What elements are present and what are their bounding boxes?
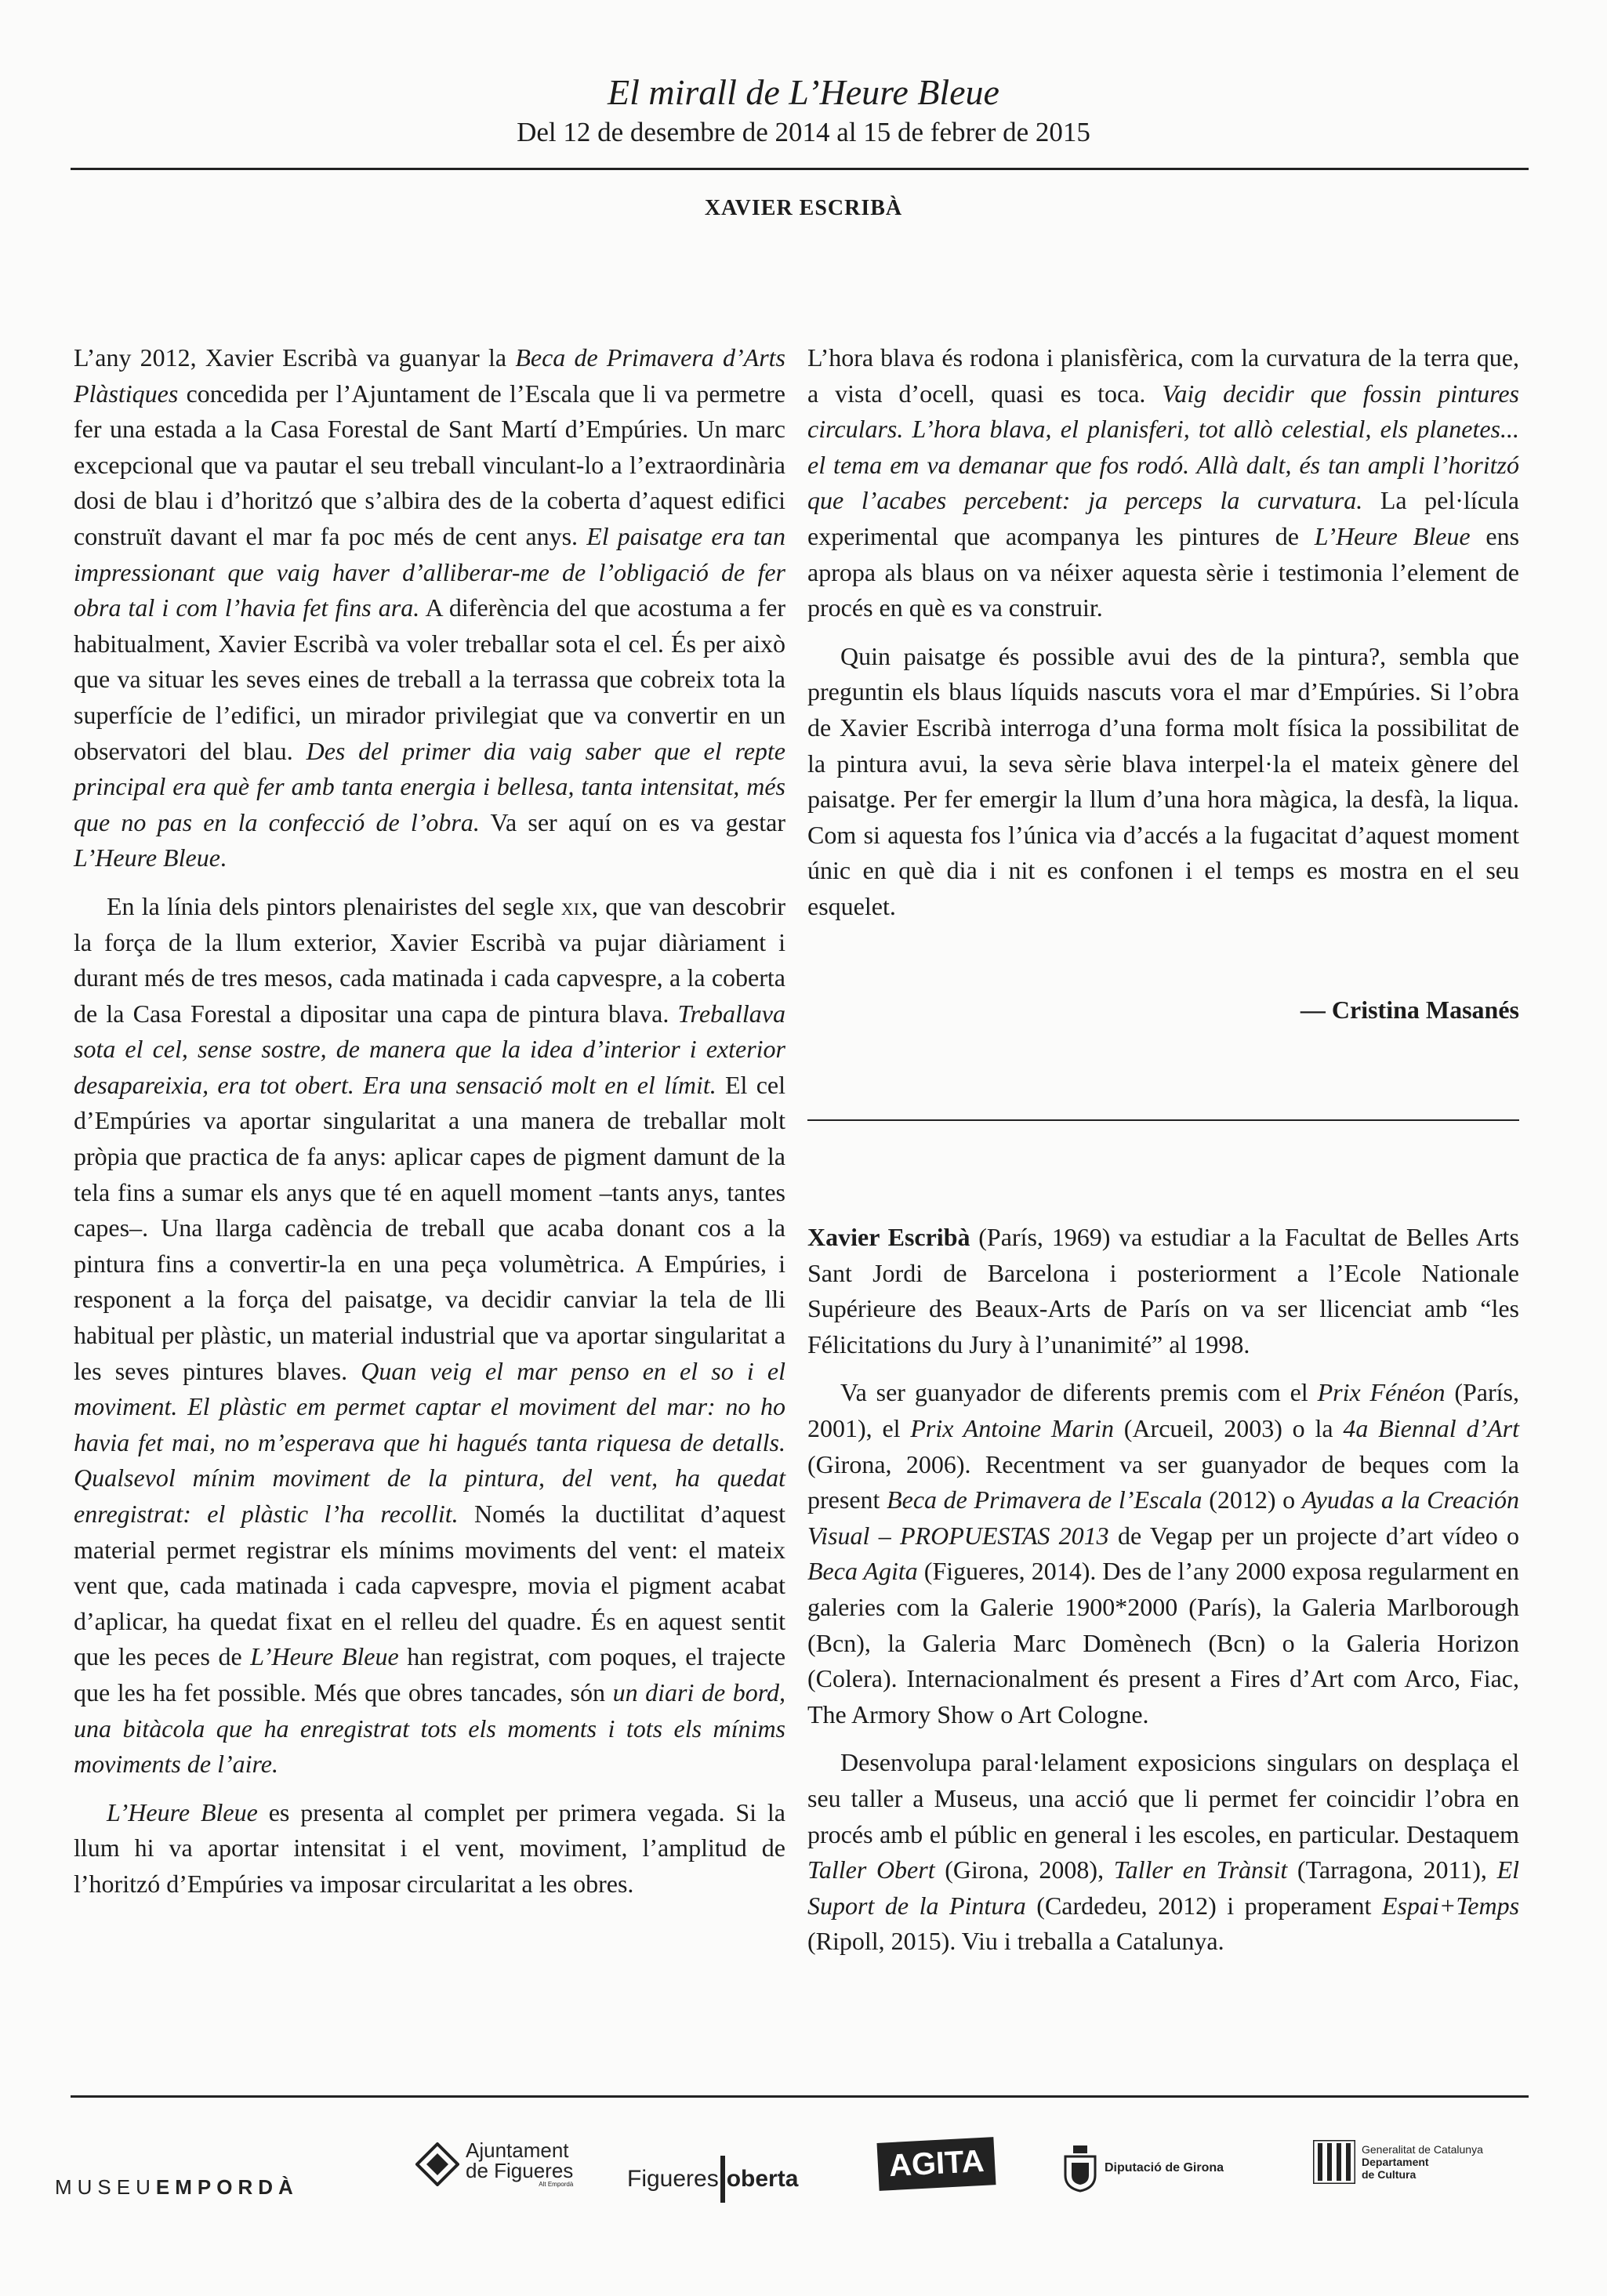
museu-emporda-logo: MUSEU EMPORDÀ bbox=[55, 2175, 299, 2199]
text-run: Des del primer dia vaig saber que el repte principal era què fer amb tanta energia i bellesa, tanta intensitat, més que no pas en la confecció de l’obra. bbox=[74, 736, 785, 836]
text-run: (Tarragona, 2011), bbox=[1287, 1855, 1497, 1884]
text-run: Taller Obert bbox=[807, 1855, 935, 1884]
text-run: (París, 1969) va estudiar a la Facultat de Belles Arts Sant Jordi de Barcelona i posteriorment a l’Ecole Nationale Supérieure des Beaux-Arts de París on va ser llicenciat amb “les Félicitations du Jury à l’unanimité” al 1998. bbox=[807, 1223, 1520, 1358]
ajuntament-emblem-icon bbox=[415, 2142, 459, 2186]
page-header bbox=[0, 71, 1607, 151]
text-run: L’any 2012, Xavier Escribà va guanyar la bbox=[74, 343, 516, 372]
text-run: es presenta al complet per primera vegada. Si la llum hi va aportar intensitat i el vent, moviment, l’amplitud de l’horitzó d’Empúries va imposar circularitat a les obres. bbox=[74, 1797, 786, 1898]
header-rule bbox=[71, 168, 1529, 170]
essay-column-right bbox=[807, 340, 1519, 938]
bio-paragraph-2 bbox=[807, 1375, 1519, 1732]
text-run: de Vegap per un projecte d’art vídeo o bbox=[1108, 1521, 1520, 1550]
footer-rule bbox=[71, 2095, 1529, 2098]
text-run: , que van descobrir la força de la llum exterior, Xavier Escribà va pujar diàriament i durant més de tres mesos, cada matinada i cada capvespre, a la coberta de la Casa Forestal a dipositar una capa de pintura blava. bbox=[74, 891, 785, 1028]
text-run: (Girona, 2006). Recentment va ser guanyador de beques com la present bbox=[807, 1449, 1519, 1514]
text-run: L’Heure Bleue bbox=[1314, 521, 1471, 550]
bio-paragraph-3 bbox=[807, 1745, 1519, 1960]
text-run: El paisatge era tan impressionant que vaig haver d’alliberar-me de l’obligació de fer obra tal i com l’havia fet fins ara. bbox=[74, 521, 786, 622]
figueres-oberta-logo: Figueres oberta bbox=[627, 2156, 798, 2203]
text-run: Prix Antoine Marin bbox=[910, 1413, 1114, 1442]
text-run: Prix Fénéon bbox=[1317, 1378, 1446, 1407]
text-run: Vaig decidir que fossin pintures circulars. L’hora blava, el planisferi, tot allò celestial, els planetes... el tema em va demanar que fos rodó. Allà dalt, és tan ampli l’horitzó que l’acabes percebent: ja perceps la curvatura. bbox=[807, 379, 1520, 515]
ajuntament-figueres-logo: Ajuntament de Figueres Alt Empordà bbox=[415, 2140, 573, 2189]
text-run: Beca Agita bbox=[807, 1557, 918, 1586]
artist-bio bbox=[807, 1220, 1519, 1972]
text-run: Desenvolupa paral·lelament exposicions singulars on desplaça el seu taller a Museus, una acció que li permet fer coincidir l’obra en procés amb el públic en general i les escoles, en particular. Destaquem bbox=[807, 1748, 1519, 1848]
section-divider bbox=[807, 1119, 1519, 1121]
sponsor-logos bbox=[47, 2116, 1560, 2234]
essay-paragraph-2 bbox=[74, 889, 785, 1783]
text-run: (Cardedeu, 2012) i properament bbox=[1025, 1891, 1382, 1920]
text-run: Treballava sota el cel, sense sostre, de manera que la idea d’interior i exterior desapareixia, era tot obert. Era una sensació molt en el límit. bbox=[74, 999, 785, 1099]
essay-paragraph-3 bbox=[74, 1795, 785, 1902]
text-run: Espai+Temps bbox=[1381, 1891, 1520, 1920]
text-run: Només la ductilitat d’aquest material permet registrar els mínims moviments del vent: el mateix vent que, cada matinada i cada capvespre, movia el pigment acabat d’aplicar, ha quedat fixat en el relleu del quadre. És en aquest sentit que les peces de bbox=[74, 1500, 786, 1671]
generalitat-stripes-icon bbox=[1313, 2140, 1355, 2184]
text-run: . bbox=[219, 843, 227, 872]
text-run: ens apropa als blaus on va néixer aquesta sèrie i testimonia l’element de procés en què es va construir. bbox=[807, 521, 1520, 622]
text-run: Quan veig el mar penso en el so i el moviment. El plàstic em permet captar el moviment del mar: no ho havia fet mai, no m’esperava que hi hagués tanta riquesa de detalls. Qualsevol mínim moviment de la pintura, del vent, ha quedat enregistrat: el plàstic l’ha recollit. bbox=[74, 1356, 786, 1528]
exhibition-title: El mirall de L’Heure Bleue bbox=[608, 72, 999, 112]
bio-paragraph-1 bbox=[807, 1220, 1519, 1362]
text-run: L’hora blava és rodona i planisfèrica, com la curvatura de la terra que, a vista d’ocell, quasi es toca. bbox=[807, 343, 1519, 408]
text-run: Beca de Primavera de l’Escala bbox=[887, 1485, 1203, 1514]
text-run: concedida per l’Ajuntament de l’Escala que li va permetre fer una estada a la Casa Forestal de Sant Martí d’Empúries. Un marc excepcional que va pautar el seu treball vinculant-lo a l’extraordinària dosi de blau i d’horitzó que s’albira des de la coberta d’aquest edifici construït davant el mar fa poc més de cent anys. bbox=[74, 379, 785, 550]
text-run: L’Heure Bleue bbox=[107, 1797, 258, 1826]
text-run: un diari de bord, una bitàcola que ha enregistrat tots els moments i tots els mínims moviments de l’aire. bbox=[74, 1678, 786, 1779]
text-run: Va ser guanyador de diferents premis com el bbox=[840, 1378, 1318, 1407]
essay-paragraph-1 bbox=[74, 340, 785, 876]
text-run: En la línia dels pintors plenairistes del segle bbox=[107, 891, 561, 920]
text-run: El Suport de la Pintura bbox=[807, 1855, 1520, 1920]
text-run: (2012) o bbox=[1202, 1485, 1302, 1514]
text-run: Quin paisatge és possible avui des de la pintura?, sembla que preguntin els blaus líquids nascuts vora el mar d’Empúries. Si l’obra de Xavier Escribà interroga d’una forma molt física la possibilitat de la pintura avui, la seva sèrie blava interpel·la el mateix gènere del paisatge. Per fer emergir la llum d’una hora màgica, la desfà, la liqua. Com si aquesta fos l’única via d’accés a la fugacitat d’aquest moment únic en què dia i nit es confonen i el temps es mostra en el seu esquelet. bbox=[807, 641, 1519, 920]
exhibition-dates: Del 12 de desembre de 2014 al 15 de febrer de 2015 bbox=[517, 117, 1090, 147]
text-run: L’Heure Bleue bbox=[74, 843, 220, 872]
essay-paragraph-5 bbox=[807, 639, 1519, 925]
text-run: han registrat, com poques, el trajecte que les ha fet possible. Més que obres tancades, són bbox=[74, 1642, 786, 1707]
diputacio-shield-icon bbox=[1062, 2144, 1098, 2193]
text-run: Xavier Escribà bbox=[807, 1223, 970, 1251]
agita-logo: AGITA bbox=[878, 2140, 995, 2188]
text-run: (Figueres, 2014). Des de l’any 2000 exposa regularment en galeries com la Galerie 1900*2000 (París), la Galeria Marlborough (Bcn), la Galeria Marc Domènech (Bcn) o la Galeria Horizon (Colera). Internacionalment és present a Fires d’Art com Arco, Fiac, The Armory Show o Art Cologne. bbox=[807, 1557, 1520, 1728]
text-run: Va ser aquí on es va gestar bbox=[479, 807, 786, 836]
text-run: 4a Biennal d’Art bbox=[1343, 1413, 1519, 1442]
text-run: (Arcueil, 2003) o la bbox=[1113, 1413, 1344, 1442]
essay-signature: — Cristina Masanés bbox=[1300, 996, 1519, 1024]
text-run: A diferència del que acostuma a fer habitualment, Xavier Escribà va voler treballar sota el cel. És per això que va situar les seves eines de treball a la terrassa que cobreix tota la superfície de l’edifici, un mirador privilegiat que va convertir en un observatori del blau. bbox=[74, 593, 786, 765]
text-run: La pel·lícula experimental que acompanya les pintures de bbox=[807, 486, 1519, 550]
essay-paragraph-4 bbox=[807, 340, 1519, 626]
text-run: Ayudas a la Creación Visual – PROPUESTAS 2013 bbox=[807, 1485, 1520, 1550]
text-run: Beca de Primavera d’Arts Plàstiques bbox=[74, 343, 786, 408]
essay-column-left bbox=[74, 340, 785, 1915]
cross-bar-icon bbox=[720, 2156, 725, 2203]
text-run: El cel d’Empúries va aportar singularitat a una manera de treballar molt pròpia que practica de fa anys: aplicar capes de pigment damunt de la tela fins a sumar els anys que té en aquell moment –tants anys, tantes capes–. Una llarga cadència de treball que acaba donant cos a la pintura fins a convertir-la en una peça volumètrica. A Empúries, i responent a la força del paisatge, va decidir canviar la tela de lli habitual per plàstic, un material industrial que va aportar singularitat a les seves pintures blaves. bbox=[74, 1070, 786, 1385]
diputacio-girona-logo: Diputació de Girona bbox=[1062, 2144, 1224, 2193]
text-run: Taller en Trànsit bbox=[1113, 1855, 1288, 1884]
text-run: L’Heure Bleue bbox=[250, 1642, 399, 1671]
text-run: xix bbox=[560, 891, 593, 920]
generalitat-catalunya-logo: Generalitat de Catalunya Departament de Cultura bbox=[1313, 2140, 1483, 2184]
text-run: (Girona, 2008), bbox=[934, 1855, 1114, 1884]
artist-name-heading: XAVIER ESCRIBÀ bbox=[704, 196, 903, 220]
text-run: (París, 2001), el bbox=[807, 1378, 1520, 1442]
text-run: (Ripoll, 2015). Viu i treballa a Catalunya. bbox=[807, 1927, 1224, 1956]
